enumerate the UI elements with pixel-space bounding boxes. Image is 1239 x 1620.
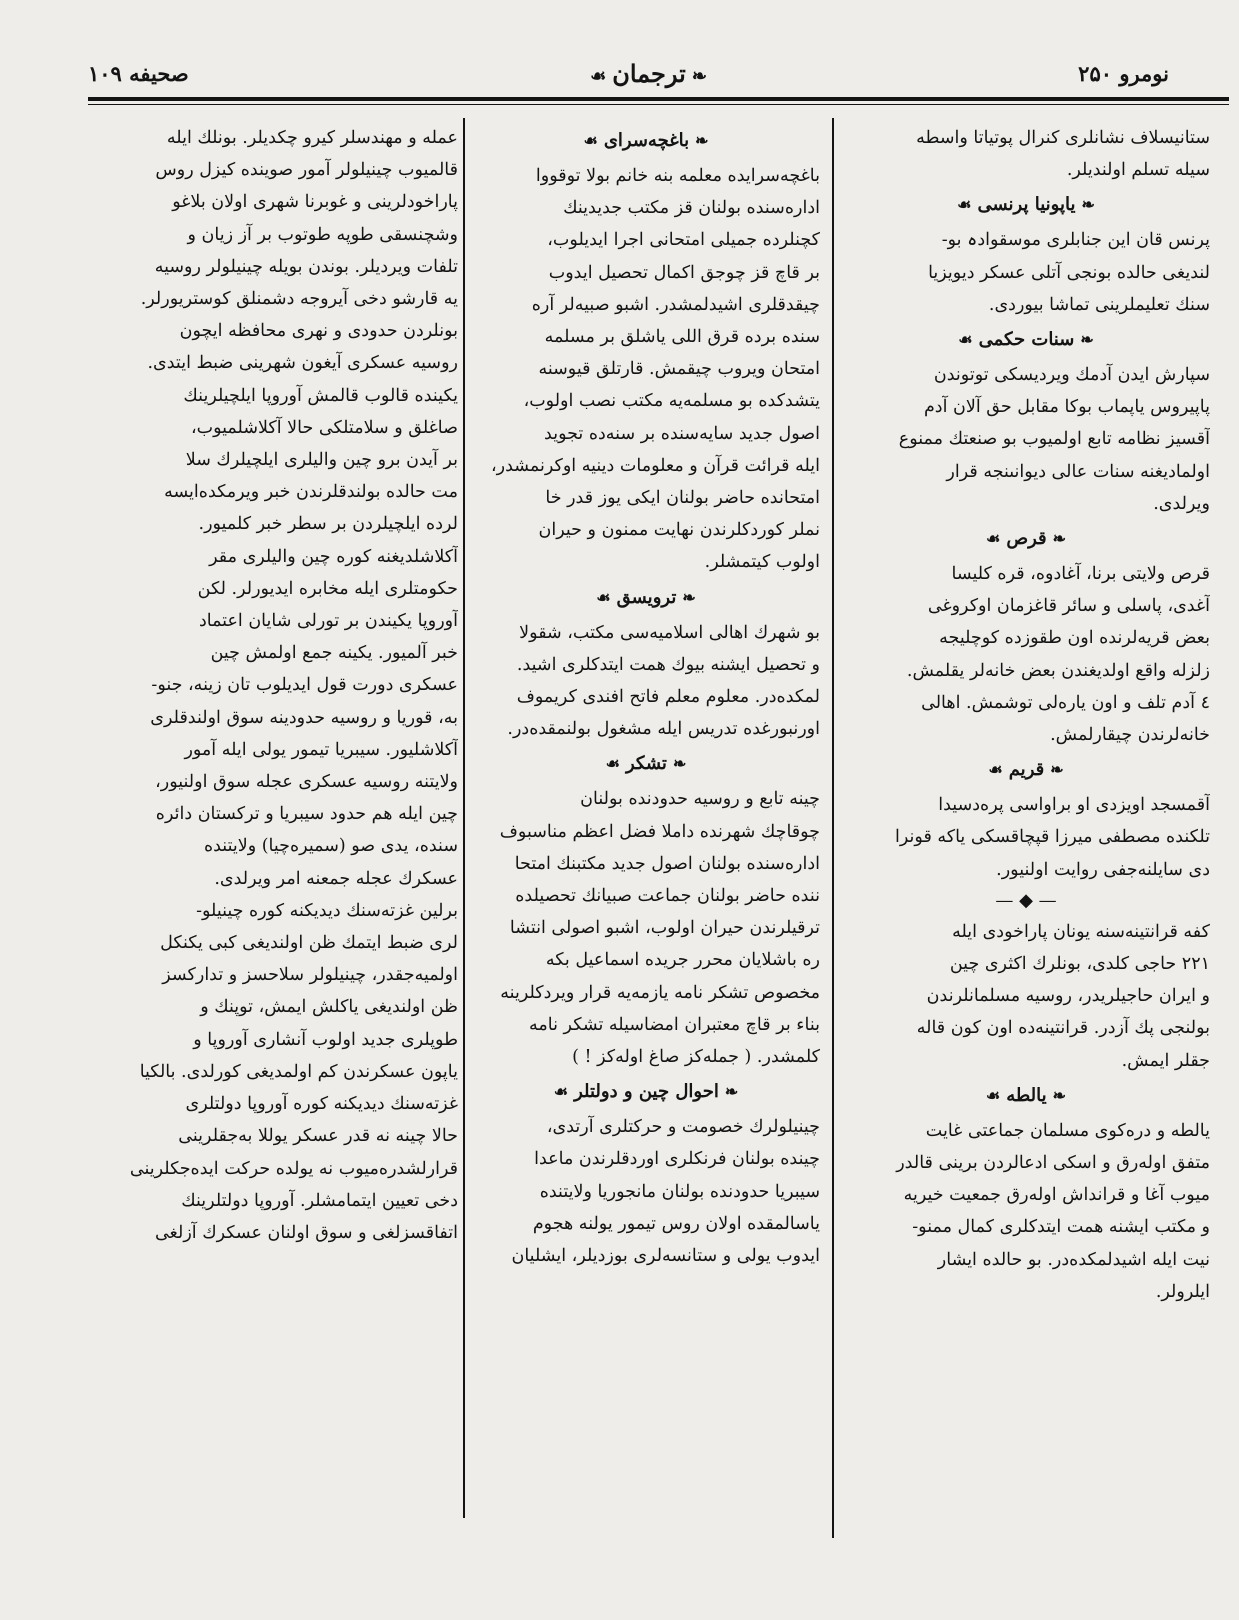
text-line: عمله و مهندسلر كيرو چكديلر. بونلك ايله xyxy=(166,128,458,148)
text-line: امتحان ويروب چيقمش. قارتلق قيوسنه xyxy=(538,359,820,380)
text-line: ياپون عسكرندن كم اولمديغى كورلدى. بالكيا xyxy=(139,1061,458,1082)
ornament-icon: ☙ xyxy=(596,587,611,607)
ornament-icon: ❧ xyxy=(724,1082,739,1102)
text-line: به، قوريا و روسيه حدودينه سوق اولندقلرى xyxy=(150,707,458,728)
column-divider xyxy=(832,118,834,1538)
heading-text: يالطه xyxy=(1006,1084,1047,1106)
newspaper-title-block xyxy=(584,59,713,88)
text-line: آكلاشلديغنه كوره چين واليلرى مقر xyxy=(209,546,458,567)
text-line: وشچنسقى طوپه طوتوب بر آز زيان و xyxy=(187,224,458,245)
text-line: لمكدەدر. معلوم معلم فاتح افندى كريموف xyxy=(516,687,820,708)
text-line: قرص ولايتى برنا، آغادوه، قره كليسا xyxy=(951,564,1210,585)
section-separator: — ◆ — xyxy=(995,889,1057,911)
text-line: ننده حاضر بولنان جماعت صبيانك تحصيلده xyxy=(515,886,820,907)
text-line: ستانيسلاف نشانلرى كنرال پوتياتا واسطه xyxy=(916,128,1210,148)
section-heading xyxy=(842,323,1210,357)
newspaper-title: ترجمان xyxy=(612,59,686,88)
text-line: جقلر ايمش. xyxy=(1121,1050,1210,1071)
text-line: اتفاقسزلغى و سوق اولنان عسكرك آزلغى xyxy=(154,1222,458,1243)
ornament-icon: ☙ xyxy=(988,760,1003,780)
page-number: صحيفه ۱۰۹ xyxy=(88,61,189,86)
text-line: تلفات ويرديلر. بوندن بويله چينيلولر روسيه xyxy=(154,256,458,277)
ornament-icon: ❧ xyxy=(1052,1085,1067,1105)
text-line: سيبريا حدودنده بولنان مانجوريا ولايتنده xyxy=(539,1181,820,1202)
heading-text: باغچەسراى xyxy=(603,130,690,151)
page-header xyxy=(88,55,1209,97)
text-line: و ايران حاجيلريدر، روسيه مسلمانلرندن xyxy=(926,986,1210,1007)
section-heading xyxy=(472,124,820,158)
article-paragraph xyxy=(842,789,1210,886)
text-line: بونلردن حدودى و نهرى محافظه ايچون xyxy=(179,321,458,342)
text-line: صاغلق و سلامتلكى حالا آكلاشلميوب، xyxy=(190,417,458,438)
text-line: و مكتب ايشنه همت ايتدكلرى كمال ممنو- xyxy=(912,1217,1210,1238)
section-heading xyxy=(842,188,1210,222)
text-line: آكلاشليور. سيبريا تيمور يولى ايله آمور xyxy=(184,739,458,760)
text-line: دى سايلنەجفى روايت اولنيور. xyxy=(996,859,1210,880)
article-paragraph xyxy=(88,122,458,1249)
ornament-icon: ☙ xyxy=(958,330,973,350)
text-line: زلزله واقع اولديغندن بعض خانەلر يقلمش. xyxy=(906,660,1210,681)
text-line: اولوب كيتمشلر. xyxy=(704,552,820,573)
text-line: ترقيلرندن حيران اولوب، اشبو اصولى انتشا xyxy=(509,918,820,939)
section-heading xyxy=(842,522,1210,556)
text-line: اولماديغنه سنات عالى ديوانىنجه قرار xyxy=(946,461,1210,482)
ornament-icon: ❧ xyxy=(1080,330,1094,350)
ornament-icon: ☙ xyxy=(985,1085,1001,1105)
ornament-icon: ☙ xyxy=(605,754,620,774)
article-paragraph xyxy=(842,1115,1210,1308)
text-line: بر قاچ قز چوجق اكمال تحصيل ايدوب xyxy=(548,262,820,283)
text-line: قالميوب چينيلولر آمور صوينده كيزل روس xyxy=(155,160,458,181)
text-line: و تحصيل ايشنه بيوك همت ايتدكلرى اشيد. xyxy=(516,654,820,675)
ornament-icon: ❧ xyxy=(695,131,709,150)
section-heading xyxy=(472,747,820,781)
text-line: اورنبورغده تدريس ايله مشغول بولنمقدەدر. xyxy=(507,719,820,740)
text-line: حكومتلرى ايله مخابره ايديورلر. لكن xyxy=(197,578,458,599)
text-line: آقسيز نظامه تابع اولميوب بو صنعتك ممنوع xyxy=(898,429,1210,450)
text-line: اولميەجقدر، چينيلولر سلاحسز و تداركسز xyxy=(162,965,458,986)
text-line: ايله قرائت قرآن و معلومات دينيه اوكرنمشدر، xyxy=(490,455,820,476)
intro-paragraph xyxy=(842,122,1210,186)
text-line: بولنجى پك آزدر. قرانتينەده اون كون قاله xyxy=(916,1018,1210,1039)
text-line: سنك تعليملرينى تماشا بيوردى. xyxy=(988,294,1210,315)
ornament-icon: ❧ xyxy=(691,66,707,87)
text-line: كفه قرانتينەسنه يونان پاراخودى ايله xyxy=(952,921,1210,942)
text-line: ايلرولر. xyxy=(1155,1281,1210,1302)
middle-column xyxy=(472,122,820,1512)
text-line: يالطه و درەكوى مسلمان جماعتى غايت xyxy=(925,1120,1210,1141)
text-line: امتحانده حاضر بولنان ايكى يوز قدر خا xyxy=(545,488,820,509)
text-line: ولايتنه روسيه عسكرى عجله سوق اولنيور، xyxy=(155,772,458,793)
article-paragraph xyxy=(842,916,1210,1077)
text-line: متفق اولەرق و اسكى ادعالردن برينى قالدر xyxy=(896,1153,1210,1174)
text-line: مت حالده بولندقلرندن خبر ويرمكدەايسه xyxy=(164,482,458,503)
ornament-icon: ☙ xyxy=(583,131,598,150)
text-line: ادارەسنده بولنان اصول جديد مكتبنك امتحا xyxy=(514,853,820,874)
text-line: بعض قريەلرنده اون طقوزده كوچليجه xyxy=(939,628,1210,649)
text-line: چوقاچك شهرنده داملا فضل اعظم مناسبوف xyxy=(499,821,820,842)
text-line: روسيه عسكرى آيغون شهرينى ضبط ايتدى. xyxy=(147,353,458,374)
ornament-icon: ☙ xyxy=(590,66,607,87)
text-line: آوروپا يكيندن بر تورلى شايان اعتماد xyxy=(198,611,458,632)
text-line: پاراخودلرينى و غوبرنا شهرى اولان بلاغو xyxy=(172,192,458,213)
text-line: اصول جديد سايەسنده بر سنەده تجويد xyxy=(544,423,820,444)
article-paragraph xyxy=(842,558,1210,751)
article-paragraph xyxy=(842,359,1210,520)
text-line: لنديغى حالده بونجى آتلى عسكر ديويزيا xyxy=(928,262,1210,283)
text-line: چينه تابع و روسيه حدودنده بولنان xyxy=(580,789,820,810)
ornament-icon: ❧ xyxy=(672,754,687,774)
text-line: ادارەسنده بولنان قز مكتب جديدينك xyxy=(563,198,820,219)
text-line: ٤ آدم تلف و اون يارەلى توشمش. اهالى xyxy=(921,692,1210,713)
text-line: بناء بر قاچ معتبران امضاسيله تشكر نامه xyxy=(529,1014,820,1035)
text-line: بو شهرك اهالى اسلاميەسى مكتب، شقولا xyxy=(519,622,820,643)
text-line: سيله تسلم اولنديلر. xyxy=(1066,160,1210,181)
text-line: پاپيروس ياپماب بوكا مقابل حق آلان آدم xyxy=(923,397,1210,418)
text-line: يكينده قالوب قالمش آوروپا ايلچيلرينك xyxy=(183,385,458,406)
right-column xyxy=(842,122,1210,1512)
text-line: پرنس قان اين جنابلرى موسقوادہ بو- xyxy=(941,230,1210,251)
text-line: قرارلشدرەميوب نه يولده حركت ايدەجكلرينى xyxy=(129,1158,458,1179)
text-line: لرده ايلچيلردن بر سطر خبر كلميور. xyxy=(198,514,458,535)
text-line: ره باشلايان محرر جريده اسماعيل بكه xyxy=(545,950,820,971)
text-line: كچنلرده جميلى امتحانى اجرا ايديلوب، xyxy=(547,230,820,251)
heading-text: تشكر xyxy=(625,753,667,775)
text-line: خبر آلميور. يكينه جمع اولمش چين xyxy=(210,643,458,664)
text-line: آقمسجد اويزدى او براواسى پرەدسيدا xyxy=(938,795,1210,816)
ornament-icon: ❧ xyxy=(1081,195,1095,215)
section-heading xyxy=(842,1079,1210,1113)
text-line: بر آيدن برو چين واليلرى ايلچيلرك سلا xyxy=(185,450,458,471)
text-line: باغچەسرايده معلمه بنه خانم بولا توقووا xyxy=(535,166,820,186)
heading-text: قرص xyxy=(1006,528,1047,550)
text-line: ويرلدى. xyxy=(1153,493,1210,514)
text-line: يه قارشو دخى آيروجه دشمنلق كوستريورلر. xyxy=(140,289,458,310)
text-line: برلين غزتەسنك ديديكنه كوره چينيلو- xyxy=(196,900,458,921)
text-line: طوپلرى جديد اولوب آنشارى آوروپا و xyxy=(193,1029,458,1050)
text-line: ميوب آغا و قرانداش اولەرق جمعيت خيريه xyxy=(903,1185,1210,1206)
text-line: چيقدقلرى اشيدلمشدر. اشبو صبيەلر آره xyxy=(531,294,820,315)
column-divider xyxy=(463,118,465,1518)
header-rule xyxy=(88,97,1229,101)
heading-text: احوال چين و دولتلر xyxy=(574,1081,719,1103)
text-line: مخصوص تشكر نامه يازمەيه قرار ويردكلرينه xyxy=(500,982,820,1003)
text-line: ايدوب يولى و ستانسەلرى بوزديلر، ايشليان xyxy=(511,1246,820,1267)
ornament-icon: ❧ xyxy=(682,587,696,607)
text-line: چينده بولنان فرنكلرى اوردقلرندن ماعدا xyxy=(534,1149,820,1170)
article-paragraph xyxy=(472,783,820,1073)
text-line: عسكرك عجله جمعنه امر ويرلدى. xyxy=(214,868,458,889)
article-paragraph xyxy=(472,1111,820,1272)
text-line: سنده برده قرق اللى ياشلق بر مسلمه xyxy=(544,327,820,348)
heading-text: ترويسق xyxy=(616,586,677,608)
text-line: آغدى، پاسلى و سائر قاغزمان اوكروغى xyxy=(927,596,1210,617)
heading-text: سنات حكمى xyxy=(978,329,1075,351)
text-line: ظن اولنديغى ياكلش ايمش، توپنك و xyxy=(200,997,458,1018)
header-rule-thin xyxy=(88,104,1229,105)
text-line: يتشدكده بو مسلمەيه مكتب نصب اولوب، xyxy=(523,391,820,412)
article-paragraph xyxy=(472,617,820,746)
heading-text: ياپونيا پرنسى xyxy=(977,194,1076,216)
text-line: ۲۲۱ حاجى كلدى، بونلرك اكثرى چين xyxy=(949,954,1210,975)
ornament-icon: ❧ xyxy=(1050,760,1064,780)
section-heading xyxy=(472,581,820,615)
text-line: كلمشدر. ( جملەكز صاغ اولەكز ! ) xyxy=(572,1047,820,1068)
article-paragraph xyxy=(842,224,1210,321)
text-line: نيت ايله اشيدلمكدەدر. بو حالده ايشار xyxy=(937,1249,1210,1270)
text-line: خانەلرندن چيقارلمش. xyxy=(1050,725,1210,746)
left-column xyxy=(88,122,458,1512)
text-line: دخى تعيين ايتمامشلر. آوروپا دولتلرينك xyxy=(181,1190,458,1211)
text-line: ياسالمقده اولان روس تيمور يولنه هجوم xyxy=(532,1213,820,1234)
text-line: لرى ضبط ايتمك ظن اولنديغى كبى يكنكل xyxy=(160,933,458,954)
issue-number: نومرو ۲۵۰ xyxy=(1078,61,1169,86)
ornament-icon: ☙ xyxy=(957,195,972,215)
text-line: چينيلولرك خصومت و حركتلرى آرتدى، xyxy=(546,1117,820,1138)
text-line: عسكرى دورت قول ايديلوب تان زينە، جنو- xyxy=(151,675,458,696)
ornament-icon: ☙ xyxy=(985,529,1001,549)
section-heading xyxy=(842,753,1210,787)
text-line: غزتەسنك ديديكنه كوره آوروپا دولتلرى xyxy=(185,1094,458,1115)
text-line: سپارش ايدن آدمك ويرديسكى توتوندن xyxy=(933,365,1210,386)
heading-text: قريم xyxy=(1008,759,1045,781)
ornament-icon: ❧ xyxy=(1052,529,1067,549)
section-heading xyxy=(472,1075,820,1109)
text-line: سنده، يدى صو (سميرەچيا) ولايتنده xyxy=(203,836,458,857)
text-line: چين ايله هم حدود سيبريا و تركستان دائره xyxy=(155,804,458,825)
text-line: نملر كوردكلرندن نهايت ممنون و حيران xyxy=(538,520,820,541)
text-line: حالا چينه نه قدر عسكر يوللا بەجقلرينى xyxy=(178,1126,458,1147)
text-line: تلكنده مصطفى ميرزا قپچاقسكى ياكه قونرا xyxy=(895,827,1210,848)
ornament-icon: ☙ xyxy=(553,1082,569,1102)
article-paragraph xyxy=(472,160,820,579)
